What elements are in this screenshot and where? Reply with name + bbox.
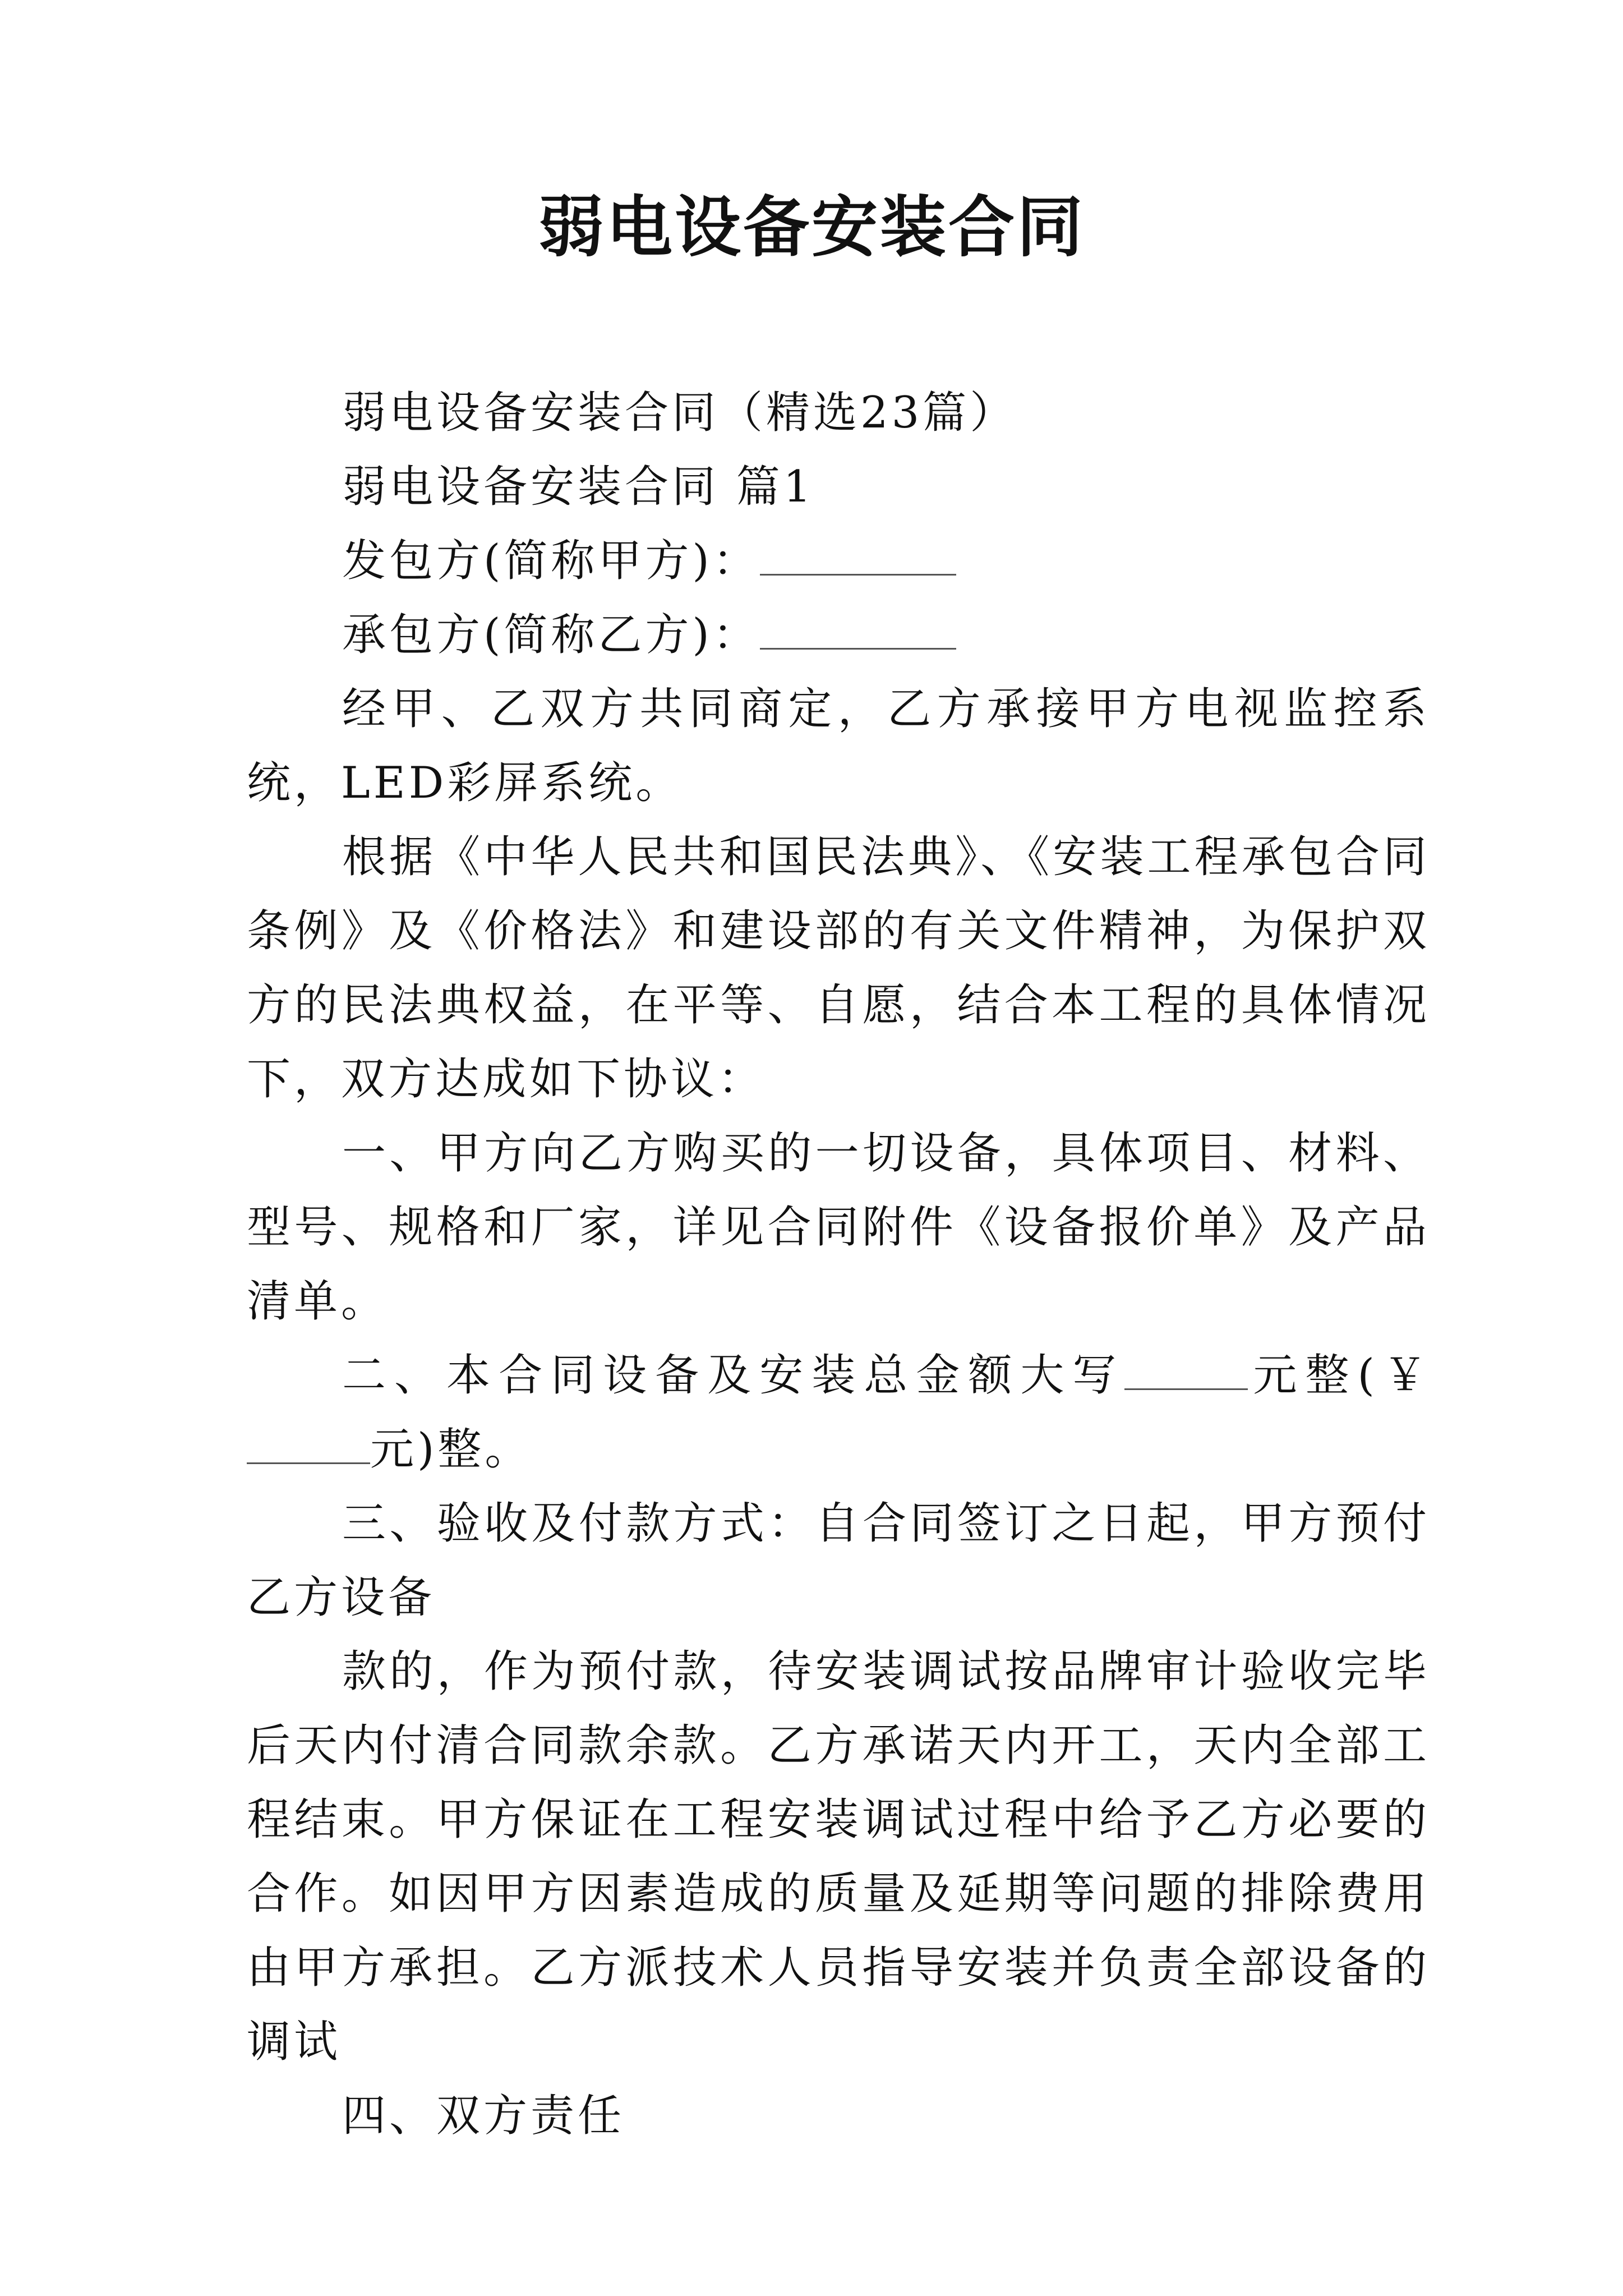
party-b-blank [760, 609, 956, 650]
party-a-label: 发包方(简称甲方)： [342, 536, 760, 586]
document-subtitle: 弱电设备安装合同（精选23篇） [342, 388, 1017, 438]
clause-3: 三、验收及付款方式：自合同签订之日起，甲方预付乙方设备 [247, 1498, 1430, 1623]
amount-number-blank [247, 1423, 370, 1464]
basis-paragraph: 根据《中华人民共和国民法典》、《安装工程承包合同条例》及《价格法》和建设部的有关文件精神，为保护双方的民法典权益，在平等、自愿，结合本工程的具体情况下，双方达成如下协议： [247, 832, 1430, 1105]
clause-4: 四、双方责任 [342, 2091, 625, 2141]
clause-2 [247, 1338, 1430, 1487]
clause-1: 一、甲方向乙方购买的一切设备，具体项目、材料、型号、规格和厂家，详见合同附件《设备报价单》及产品清单。 [247, 1128, 1430, 1327]
clause-2-text-3: 元)整。 [370, 1424, 532, 1475]
party-b-line [247, 598, 1430, 672]
clause-2-text-2: 元整(￥ [1248, 1350, 1430, 1401]
document-body [247, 376, 1430, 2153]
section-heading: 弱电设备安装合同 篇1 [342, 462, 815, 512]
payment-paragraph: 款的，作为预付款，待安装调试按品牌审计验收完毕后天内付清合同款余款。乙方承诺天内开工，天内全部工程结束。甲方保证在工程安装调试过程中给予乙方必要的合作。如因甲方因素造成的质量及延期等问题的排除费用由甲方承担。乙方派技术人员指导安装并负责全部设备的调试 [247, 1646, 1430, 2067]
party-b-label: 承包方(简称乙方)： [342, 610, 760, 660]
amount-words-blank [1124, 1349, 1248, 1390]
document-title: 弱电设备安装合同 [537, 188, 1085, 266]
clause-2-text-1: 二、本合同设备及安装总金额大写 [342, 1350, 1125, 1401]
party-a-blank [760, 535, 956, 576]
intro-paragraph: 经甲、乙双方共同商定，乙方承接甲方电视监控系统，LED彩屏系统。 [247, 684, 1430, 808]
party-a-line [247, 524, 1430, 598]
